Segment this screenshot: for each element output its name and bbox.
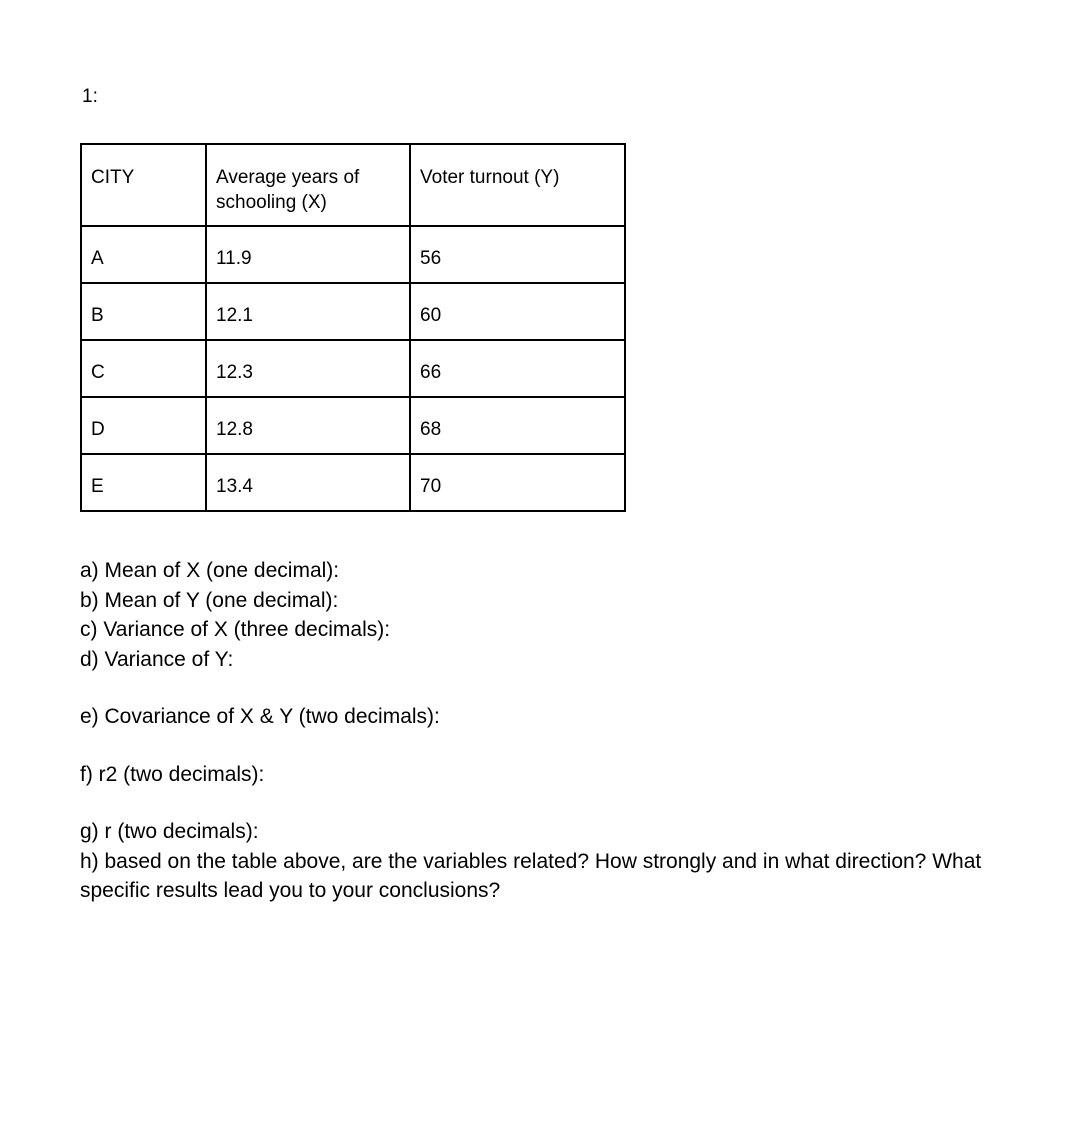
questions-list — [80, 556, 1040, 906]
column-header-schooling: Average years of schooling (X) — [206, 144, 410, 226]
question-e: e) Covariance of X & Y (two decimals): — [80, 705, 440, 728]
question-f: f) r2 (two decimals): — [80, 762, 265, 786]
table-row — [81, 454, 625, 511]
column-header-turnout: Voter turnout (Y) — [410, 144, 625, 226]
question-h: h) based on the table above, are the variables related? How strongly and in what direction? What specific results lead you to your conclusions? — [80, 849, 982, 902]
question-a: a) Mean of X (one decimal): — [80, 559, 340, 582]
cell-turnout: 68 — [410, 397, 625, 454]
cell-city: B — [81, 283, 206, 340]
cell-turnout: 60 — [410, 283, 625, 340]
table-row — [81, 283, 625, 340]
cell-turnout: 66 — [410, 340, 625, 397]
question-b: b) Mean of Y (one decimal): — [80, 588, 339, 612]
table-row — [81, 397, 625, 454]
cell-turnout: 70 — [410, 454, 625, 511]
question-g: g) r (two decimals): — [80, 820, 259, 843]
problem-number: 1: — [82, 86, 98, 107]
table-row — [81, 226, 625, 283]
cell-schooling: 13.4 — [206, 454, 410, 511]
question-c: c) Variance of X (three decimals): — [80, 618, 391, 641]
column-header-city: CITY — [81, 144, 206, 226]
cell-city: D — [81, 397, 206, 454]
table-header-row — [81, 144, 625, 226]
cell-schooling: 12.1 — [206, 283, 410, 340]
table-row — [81, 340, 625, 397]
question-d: d) Variance of Y: — [80, 647, 234, 671]
cell-schooling: 11.9 — [206, 226, 410, 283]
cell-city: A — [81, 226, 206, 283]
cell-city: C — [81, 340, 206, 397]
cell-city: E — [81, 454, 206, 511]
cell-schooling: 12.3 — [206, 340, 410, 397]
cell-schooling: 12.8 — [206, 397, 410, 454]
data-table — [80, 143, 626, 512]
cell-turnout: 56 — [410, 226, 625, 283]
